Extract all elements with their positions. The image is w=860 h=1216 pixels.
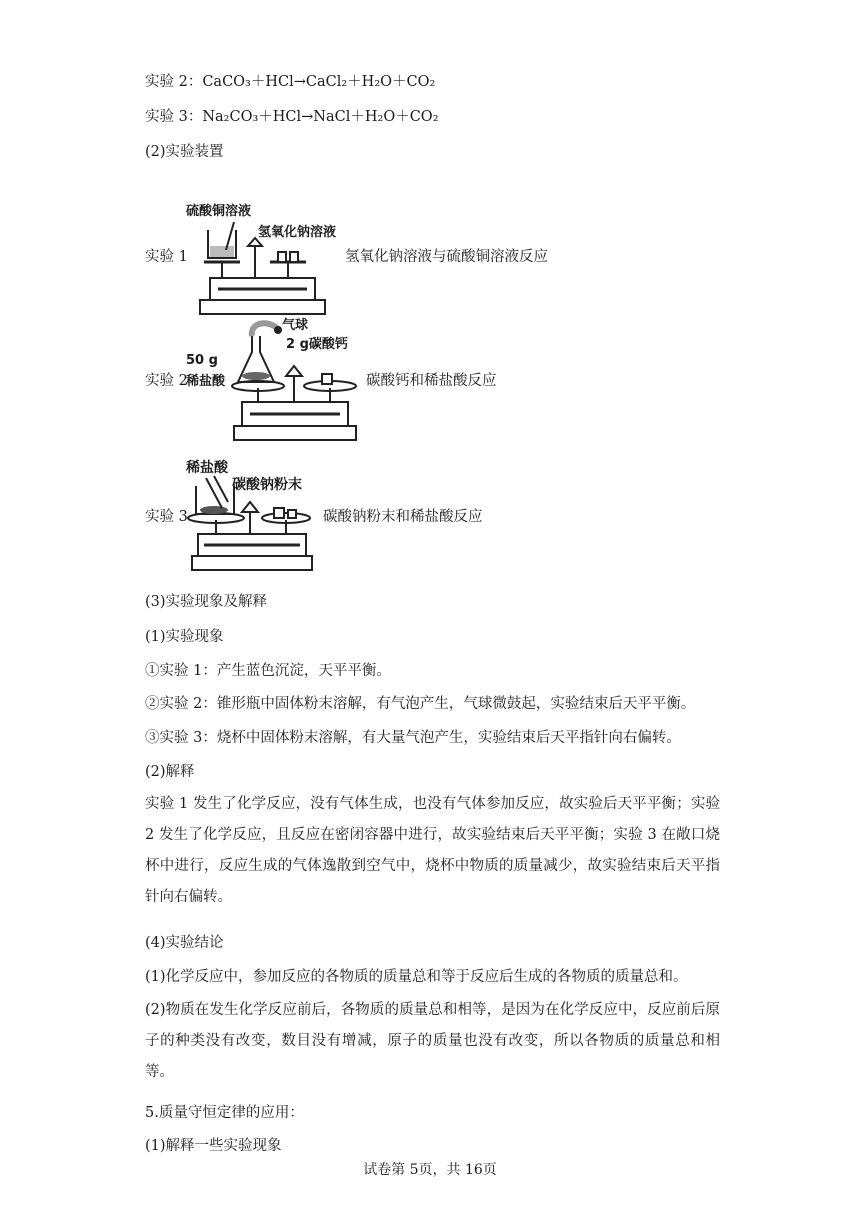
exp1-tag-naoh: 氢氧化钠溶液 (258, 225, 337, 240)
subheading-application-1: (1)解释一些实验现象 (145, 1138, 282, 1154)
exp3-tag-hcl: 稀盐酸 (186, 460, 228, 476)
observation-2: ②实验 2：锥形瓶中固体粉末溶解，有气泡产生，气球微鼓起，实验结束后天平平衡。 (145, 696, 696, 712)
subheading-phenomena: (1)实验现象 (145, 629, 224, 645)
section-heading-application: 5.质量守恒定律的应用： (145, 1105, 304, 1121)
exp2-tag-caco3: 2 g碳酸钙 (286, 337, 348, 352)
equation-exp3: 实验 3：Na₂CO₃＋HCl→NaCl＋H₂O＋CO₂ (145, 109, 439, 125)
conclusion-1: (1)化学反应中，参加反应的各物质的质量总和等于反应后生成的各物质的质量总和。 (145, 969, 688, 985)
exp2-tag-balloon: 气球 (282, 318, 309, 333)
exp3-label: 实验 3 (145, 509, 188, 525)
conclusion-2: (2)物质在发生化学反应前后，各物质的质量总和相等，是因为在化学反应中，反应前后原子的种类没有改变，数目没有增减，原子的质量也没有改变，所以各物质的质量总和相等。 (145, 1002, 720, 1080)
section-heading-apparatus: (2)实验装置 (145, 144, 224, 160)
section-heading-conclusion: (4)实验结论 (145, 935, 224, 951)
section-heading-phenomena: (3)实验现象及解释 (145, 594, 268, 610)
explanation-paragraph: 实验 1 发生了化学反应，没有气体生成，也没有气体参加反应，故实验后天平平衡；实验 2 发生了化学反应，且反应在密闭容器中进行，故实验结束后天平平衡；实验 3 在敞口烧杯中进行，反应生成的气体逸散到空气中，烧杯中物质的质量减少，故实验结束后天平指针向右偏转。 (145, 796, 720, 905)
exp1-caption: 氢氧化钠溶液与硫酸铜溶液反应 (345, 249, 548, 265)
exp3-caption: 碳酸钠粉末和稀盐酸反应 (323, 509, 483, 525)
exp3-tag-na2co3: 碳酸钠粉末 (232, 477, 302, 493)
observation-1: ①实验 1：产生蓝色沉淀，天平平衡。 (145, 663, 391, 679)
page-footer: 试卷第 5页，共 16页 (363, 1162, 497, 1178)
exp2-caption: 碳酸钙和稀盐酸反应 (366, 373, 497, 389)
exp2-tag-mass: 50 g (186, 353, 218, 368)
subheading-explanation: (2)解释 (145, 764, 195, 780)
exp1-tag-cuso4: 硫酸铜溶液 (186, 204, 252, 219)
equation-exp2: 实验 2：CaCO₃＋HCl→CaCl₂＋H₂O＋CO₂ (145, 74, 436, 90)
exp2-label: 实验 2 (145, 373, 188, 389)
exp1-label: 实验 1 (145, 249, 188, 265)
observation-3: ③实验 3：烧杯中固体粉末溶解，有大量气泡产生，实验结束后天平指针向右偏转。 (145, 730, 681, 746)
exp2-tag-hcl: 稀盐酸 (186, 374, 226, 389)
